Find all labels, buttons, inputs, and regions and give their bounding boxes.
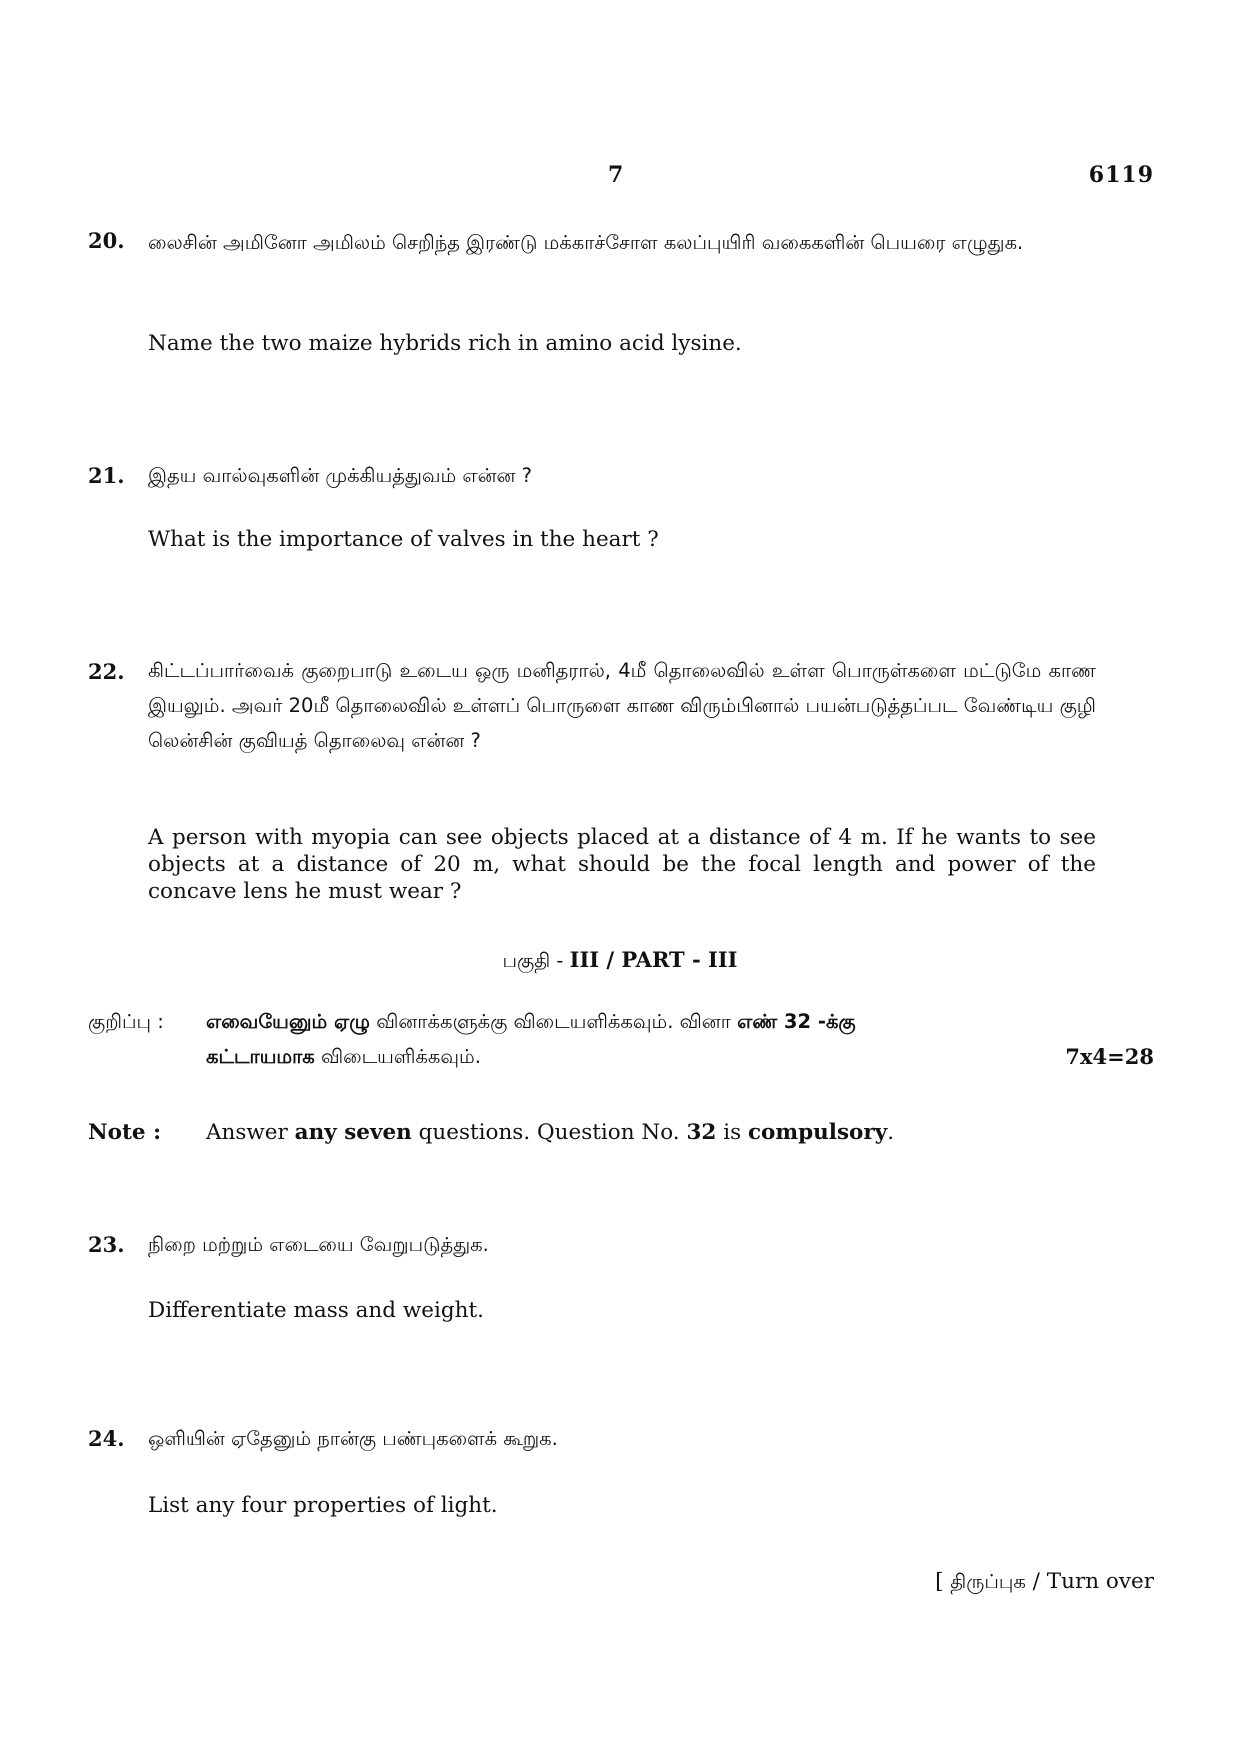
- note-bold: compulsory: [747, 1120, 888, 1145]
- marks-scheme: 7x4=28: [1065, 1044, 1154, 1069]
- turn-over-bracket: [: [935, 1569, 951, 1594]
- note-bold: 32: [686, 1120, 717, 1145]
- tamil-note-bold-3: கட்டாயமாக: [206, 1045, 315, 1068]
- turn-over-english: / Turn over: [1025, 1569, 1154, 1594]
- question-english: Differentiate mass and weight.: [148, 1298, 484, 1323]
- tamil-note-text-2: விடையளிக்கவும்.: [314, 1045, 481, 1068]
- question-tamil: லைசின் அமினோ அமிலம் செறிந்த இரண்டு மக்காச்சோள கலப்புயிரி வகைகளின் பெயரை எழுதுக.: [148, 231, 1024, 254]
- question-number: 22.: [88, 659, 125, 684]
- tamil-note-bold-2: எண் 32 -க்கு: [737, 1010, 856, 1033]
- english-note-text: [206, 1119, 894, 1146]
- tamil-note-bold-1: எவையேனும் ஏழு: [206, 1010, 371, 1033]
- part-title: [0, 947, 1240, 975]
- note-text: Answer: [206, 1120, 295, 1145]
- question-tamil: கிட்டப்பார்வைக் குறைபாடு உடைய ஒரு மனிதரால், 4மீ தொலைவில் உள்ள பொருள்களை மட்டுமே காண இயலும். அவர் 20மீ தொலைவில் உள்ளப் பொருளை காண விரும்பினால் பயன்படுத்தப்பட வேண்டிய குழி லென்சின் குவியத் தொலைவு என்ன ?: [148, 659, 1096, 752]
- tamil-note-text-1: வினாக்களுக்கு விடையளிக்கவும். வினா: [370, 1010, 738, 1033]
- note-text: questions. Question No.: [411, 1120, 687, 1145]
- question-tamil: நிறை மற்றும் எடையை வேறுபடுத்துக.: [148, 1233, 489, 1256]
- question-number: 21.: [88, 463, 125, 488]
- question-number: 24.: [88, 1426, 125, 1451]
- paper-code: 6119: [1088, 162, 1154, 188]
- english-note-label: Note :: [88, 1120, 162, 1145]
- turn-over: [935, 1568, 1154, 1595]
- tamil-note-label: குறிப்பு :: [88, 1010, 164, 1033]
- question-english: List any four properties of light.: [148, 1493, 498, 1518]
- question-english: A person with myopia can see objects placed at a distance of 4 m. If he wants to see objects at a distance of 20 m, what should be the focal length and power of the concave lens he must wear ?: [148, 825, 1096, 904]
- question-number: 20.: [88, 228, 125, 253]
- tamil-note-text: [206, 1004, 1036, 1074]
- question-tamil: ஒளியின் ஏதேனும் நான்கு பண்புகளைக் கூறுக.: [148, 1427, 558, 1450]
- note-text: .: [887, 1120, 895, 1145]
- question-tamil: இதய வால்வுகளின் முக்கியத்துவம் என்ன ?: [148, 464, 532, 487]
- question-number: 23.: [88, 1232, 125, 1257]
- part-title-label: III / PART - III: [569, 947, 738, 972]
- question-english: What is the importance of valves in the heart ?: [148, 527, 659, 552]
- page-number: 7: [608, 162, 624, 188]
- question-english: Name the two maize hybrids rich in amino acid lysine.: [148, 331, 742, 356]
- part-title-tamil: பகுதி -: [502, 949, 570, 972]
- note-bold: any seven: [294, 1120, 412, 1145]
- turn-over-tamil: திருப்புக: [950, 1570, 1026, 1593]
- note-text: is: [716, 1120, 748, 1145]
